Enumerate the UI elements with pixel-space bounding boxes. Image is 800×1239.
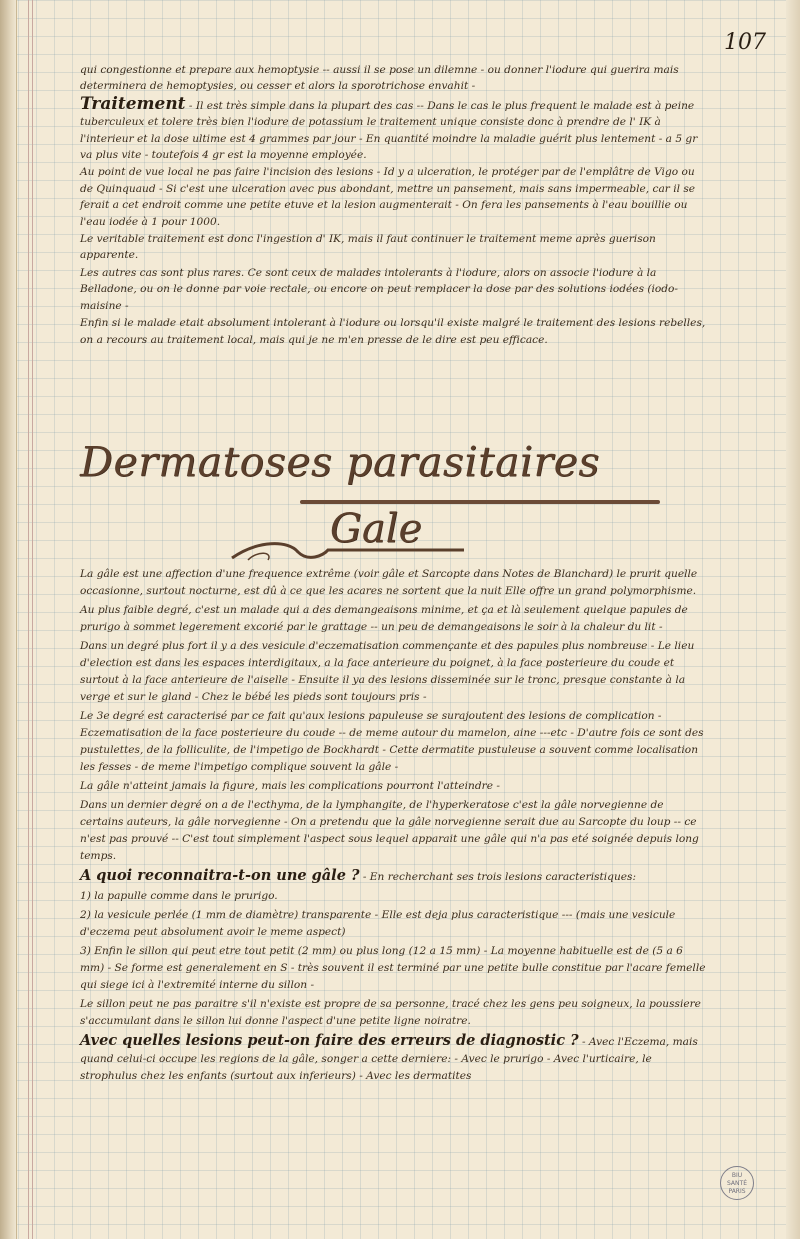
gale-section (80, 566, 708, 1087)
diagnosis-heading: Avec quelles lesions peut-on faire des erreurs de diagnostic ? (80, 1032, 579, 1049)
recognize-paragraph (80, 867, 708, 886)
sillon-paragraph: Le sillon peut ne pas paraitre s'il n'existe est propre de sa personne, tracé chez les gens peu soigneux, la poussiere s'accumulant dans le sillon lui donne l'aspect d'une petite ligne noiratre. (80, 998, 701, 1027)
treatment-paragraph (80, 93, 708, 164)
recognize-item: 1) la papulle comme dans le prurigo. (80, 890, 278, 902)
gale-paragraph-3: Dans un degré plus fort il y a des vesicule d'eczematisation commençante et des papules plus nombreuse - Le lieu d'election est dans les espaces interdigitaux, a la face anterieure du poignet, à la face posterieure du coude et surtout à la face anterieure de l'aiselle - Ensuite il ya des lesions disseminée sur le tronc, presque constante à la verge et sur le gland - Chez le bébé les pieds sont toujours pris - (80, 640, 695, 703)
gale-paragraph-6: Dans un dernier degré on a de l'ecthyma, de la lymphangite, de l'hyperkeratose c'est la gâle norvegienne de certains auteurs, la gâle norvegienne - On a pretendu que la gâle norvegienne serait due au Sarcopte du loup -- ce n'est pas prouvé -- C'est tout simplement l'aspect sous lequel apparait une gâle qui n'a pas eté soignée depuis long temps. (80, 799, 699, 862)
intolerant-paragraph: Enfin si le malade etait absolument intolerant à l'iodure ou lorsqu'il existe malgré le traitement des lesions rebelles, on a recours au traitement local, mais qui je ne m'en presse de le dire est peu efficace. (80, 317, 706, 346)
page-number: 107 (724, 30, 766, 55)
flourish-ornament (228, 538, 468, 564)
recognize-heading: A quoi reconnaitra-t-on une gâle ? (80, 867, 360, 884)
recognize-item: 2) la vesicule perlée (1 mm de diamètre) transparente - Elle est deja plus caracteristique --- (mais une vesicule d'eczema peut absolument avoir le meme aspect) (80, 909, 676, 938)
treatment-heading: Traitement (80, 93, 186, 114)
treatment-text: - Il est très simple dans la plupart des cas -- Dans le cas le plus frequent le malade est à peine tuberculeux et tolere très bien l'iodure de potassium le traitement unique consiste donc à prendre de l' IK à l'interieur et la dose ultime est 4 grammes par jour - En quantité moindre la maladie guérit plus lentement - a 5 gr va plus vite - toutefois 4 gr est la moyenne employée. (80, 99, 698, 162)
stamp-line: SANTÉ (727, 1180, 747, 1187)
chapter-title: Dermatoses parasitaires (80, 438, 600, 486)
local-treatment-paragraph: Au point de vue local ne pas faire l'incision des lesions - Id y a ulceration, le protéger par de l'emplâtre de Vigo ou de Quinquaud - Si c'est une ulceration avec pus abondant, mettre un pansement, mais sans impermeable, car il se ferait a cet endroit comme une petite etuve et la lesion augmenterait - On fera les pansements à l'eau bouillie ou l'eau iodée à 1 pour 1000. (80, 166, 696, 228)
treatment-section (80, 62, 708, 349)
true-treatment-paragraph: Le veritable traitement est donc l'ingestion d' IK, mais il faut continuer le traitement meme après guerison apparente. (80, 233, 656, 262)
intro-paragraph: qui congestionne et prepare aux hemoptysie -- aussi il se pose un dilemne - ou donner l'iodure qui guerira mais determinera de hemoptysies, ou cesser et alors la sporotrichose envahit - (80, 64, 679, 93)
stamp-line: BIU (731, 1172, 743, 1179)
margin-line (32, 0, 33, 1239)
stamp-line: PARIS (728, 1188, 746, 1195)
page-edge (786, 0, 800, 1239)
recognize-item: 3) Enfin le sillon qui peut etre tout petit (2 mm) ou plus long (12 a 15 mm) - La moyenne habituelle est de (5 a 6 mm) - Se forme est generalement en S - très souvent il est terminé par une petite bulle constitue par l'acare femelle qui siege ici à l'extremité interne du sillon - (80, 945, 706, 991)
gale-paragraph-4: Le 3e degré est caracterisé par ce fait qu'aux lesions papuleuse se surajoutent des lesions de complication - Eczematisation de la face posterieure du coude -- de meme autour du mamelon, aine ---etc - D'autre fois ce sont des pustulettes, de la folliculite, de l'impetigo de Bockhardt - Cette dermatite pustuleuse a souvent comme localisation les fesses - de meme l'impetigo complique souvent la gâle - (80, 710, 704, 773)
diagnosis-paragraph (80, 1032, 708, 1085)
other-cases-paragraph: Les autres cas sont plus rares. Ce sont ceux de malades intolerants à l'iodure, alors on associe l'iodure à la Belladone, ou on le donne par voie rectale, ou encore on peut remplacer la dose par des solutions iodées (iodo-maisine - (80, 266, 679, 312)
gale-paragraph-5: La gâle n'atteint jamais la figure, mais les complications pourront l'atteindre - (80, 780, 500, 792)
diagnosis-text: - Avec l'Eczema, mais quand celui-ci occupe les regions de la gâle, songer a cette derniere: - Avec le prurigo - Avec l'urticaire, le strophulus chez les enfants (surtout aux inferieurs) - Avec les dermatites (80, 1036, 698, 1082)
recognize-intro: - En recherchant ses trois lesions caracteristiques: (362, 871, 637, 883)
library-stamp (720, 1166, 754, 1200)
notebook-binding (0, 0, 17, 1239)
chapter-subtitle: Gale (329, 506, 423, 552)
gale-paragraph-1: La gâle est une affection d'une frequence extrême (voir gâle et Sarcopte dans Notes de Blanchard) le prurit quelle occasionne, surtout nocturne, est dû à ce que les acares ne sortent que la nuit Elle offre un grand polymorphisme. (80, 568, 698, 597)
gale-paragraph-2: Au plus faible degré, c'est un malade qui a des demangeaisons minime, et ça et là seulement quelque papules de prurigo à sommet legerement excorié par le grattage -- un peu de demangeaisons le soir à la chaleur du lit - (80, 604, 688, 633)
title-underline (300, 500, 660, 504)
margin-line (28, 0, 29, 1239)
